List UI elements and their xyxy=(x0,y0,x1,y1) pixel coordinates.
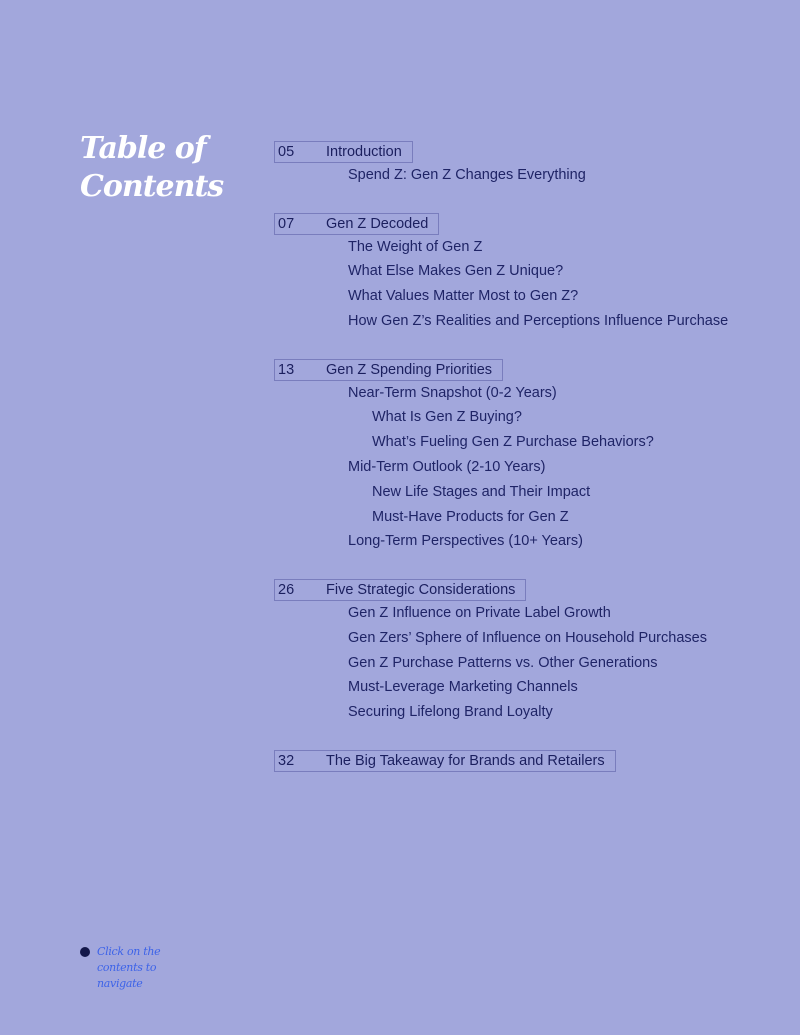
toc-entry-link[interactable]: Mid-Term Outlook (2-10 Years) xyxy=(348,458,546,475)
toc-section-title: The Big Takeaway for Brands and Retailers xyxy=(326,752,605,769)
hint-line-2: contents to xyxy=(97,961,157,974)
page-title xyxy=(80,130,223,206)
toc-section-link[interactable] xyxy=(274,579,526,601)
toc-section-link[interactable] xyxy=(274,213,439,235)
table-of-contents xyxy=(274,141,774,772)
navigation-hint xyxy=(80,944,167,992)
toc-section xyxy=(274,359,774,555)
toc-page-number: 05 xyxy=(278,144,295,160)
toc-subsection-link[interactable]: What’s Fueling Gen Z Purchase Behaviors? xyxy=(372,434,654,451)
toc-section xyxy=(274,579,774,725)
toc-entry-link[interactable]: Gen Z Purchase Patterns vs. Other Generations xyxy=(348,654,658,671)
toc-subsection-link[interactable]: What Is Gen Z Buying? xyxy=(372,409,522,426)
hint-line-3: navigate xyxy=(97,977,143,990)
toc-subsection-link[interactable]: New Life Stages and Their Impact xyxy=(372,483,591,500)
toc-entry-link[interactable]: Gen Zers’ Sphere of Influence on Household Purchases xyxy=(348,629,707,646)
page-title-line-1: Table of xyxy=(80,131,206,166)
toc-section-link[interactable] xyxy=(274,141,413,163)
toc-entry-link[interactable]: What Else Makes Gen Z Unique? xyxy=(348,263,564,280)
toc-section-link[interactable] xyxy=(274,359,503,381)
toc-section xyxy=(274,750,774,772)
toc-section-title: Introduction xyxy=(326,144,402,160)
toc-entry-link[interactable]: Near-Term Snapshot (0-2 Years) xyxy=(348,384,557,401)
toc-section-link[interactable] xyxy=(274,750,616,772)
toc-entry-link[interactable]: How Gen Z’s Realities and Perceptions Influence Purchase xyxy=(348,312,729,329)
bullet-dot-icon xyxy=(80,947,90,957)
toc-entry-link[interactable]: The Weight of Gen Z xyxy=(348,238,483,255)
toc-page-number: 26 xyxy=(278,581,295,598)
toc-section xyxy=(274,141,774,188)
toc-entry-link[interactable]: Spend Z: Gen Z Changes Everything xyxy=(348,167,586,183)
hint-line-1: Click on the xyxy=(97,945,161,958)
toc-page-number: 32 xyxy=(278,752,295,769)
toc-section-title: Gen Z Spending Priorities xyxy=(326,361,493,378)
toc-page-number: 13 xyxy=(278,361,295,378)
toc-section-title: Five Strategic Considerations xyxy=(326,581,516,598)
toc-subsection-link[interactable]: Must-Have Products for Gen Z xyxy=(372,508,569,525)
toc-entry-link[interactable]: Securing Lifelong Brand Loyalty xyxy=(348,704,553,721)
toc-entry-link[interactable]: Must-Leverage Marketing Channels xyxy=(348,679,578,696)
page-title-line-2: Contents xyxy=(80,169,224,204)
toc-page-number: 07 xyxy=(278,215,295,232)
navigation-hint-text xyxy=(97,944,167,992)
toc-entry-link[interactable]: What Values Matter Most to Gen Z? xyxy=(348,288,579,305)
toc-entry-link[interactable]: Gen Z Influence on Private Label Growth xyxy=(348,604,611,621)
toc-entry-link[interactable]: Long-Term Perspectives (10+ Years) xyxy=(348,533,583,550)
toc-section xyxy=(274,213,774,334)
toc-section-title: Gen Z Decoded xyxy=(326,215,429,232)
